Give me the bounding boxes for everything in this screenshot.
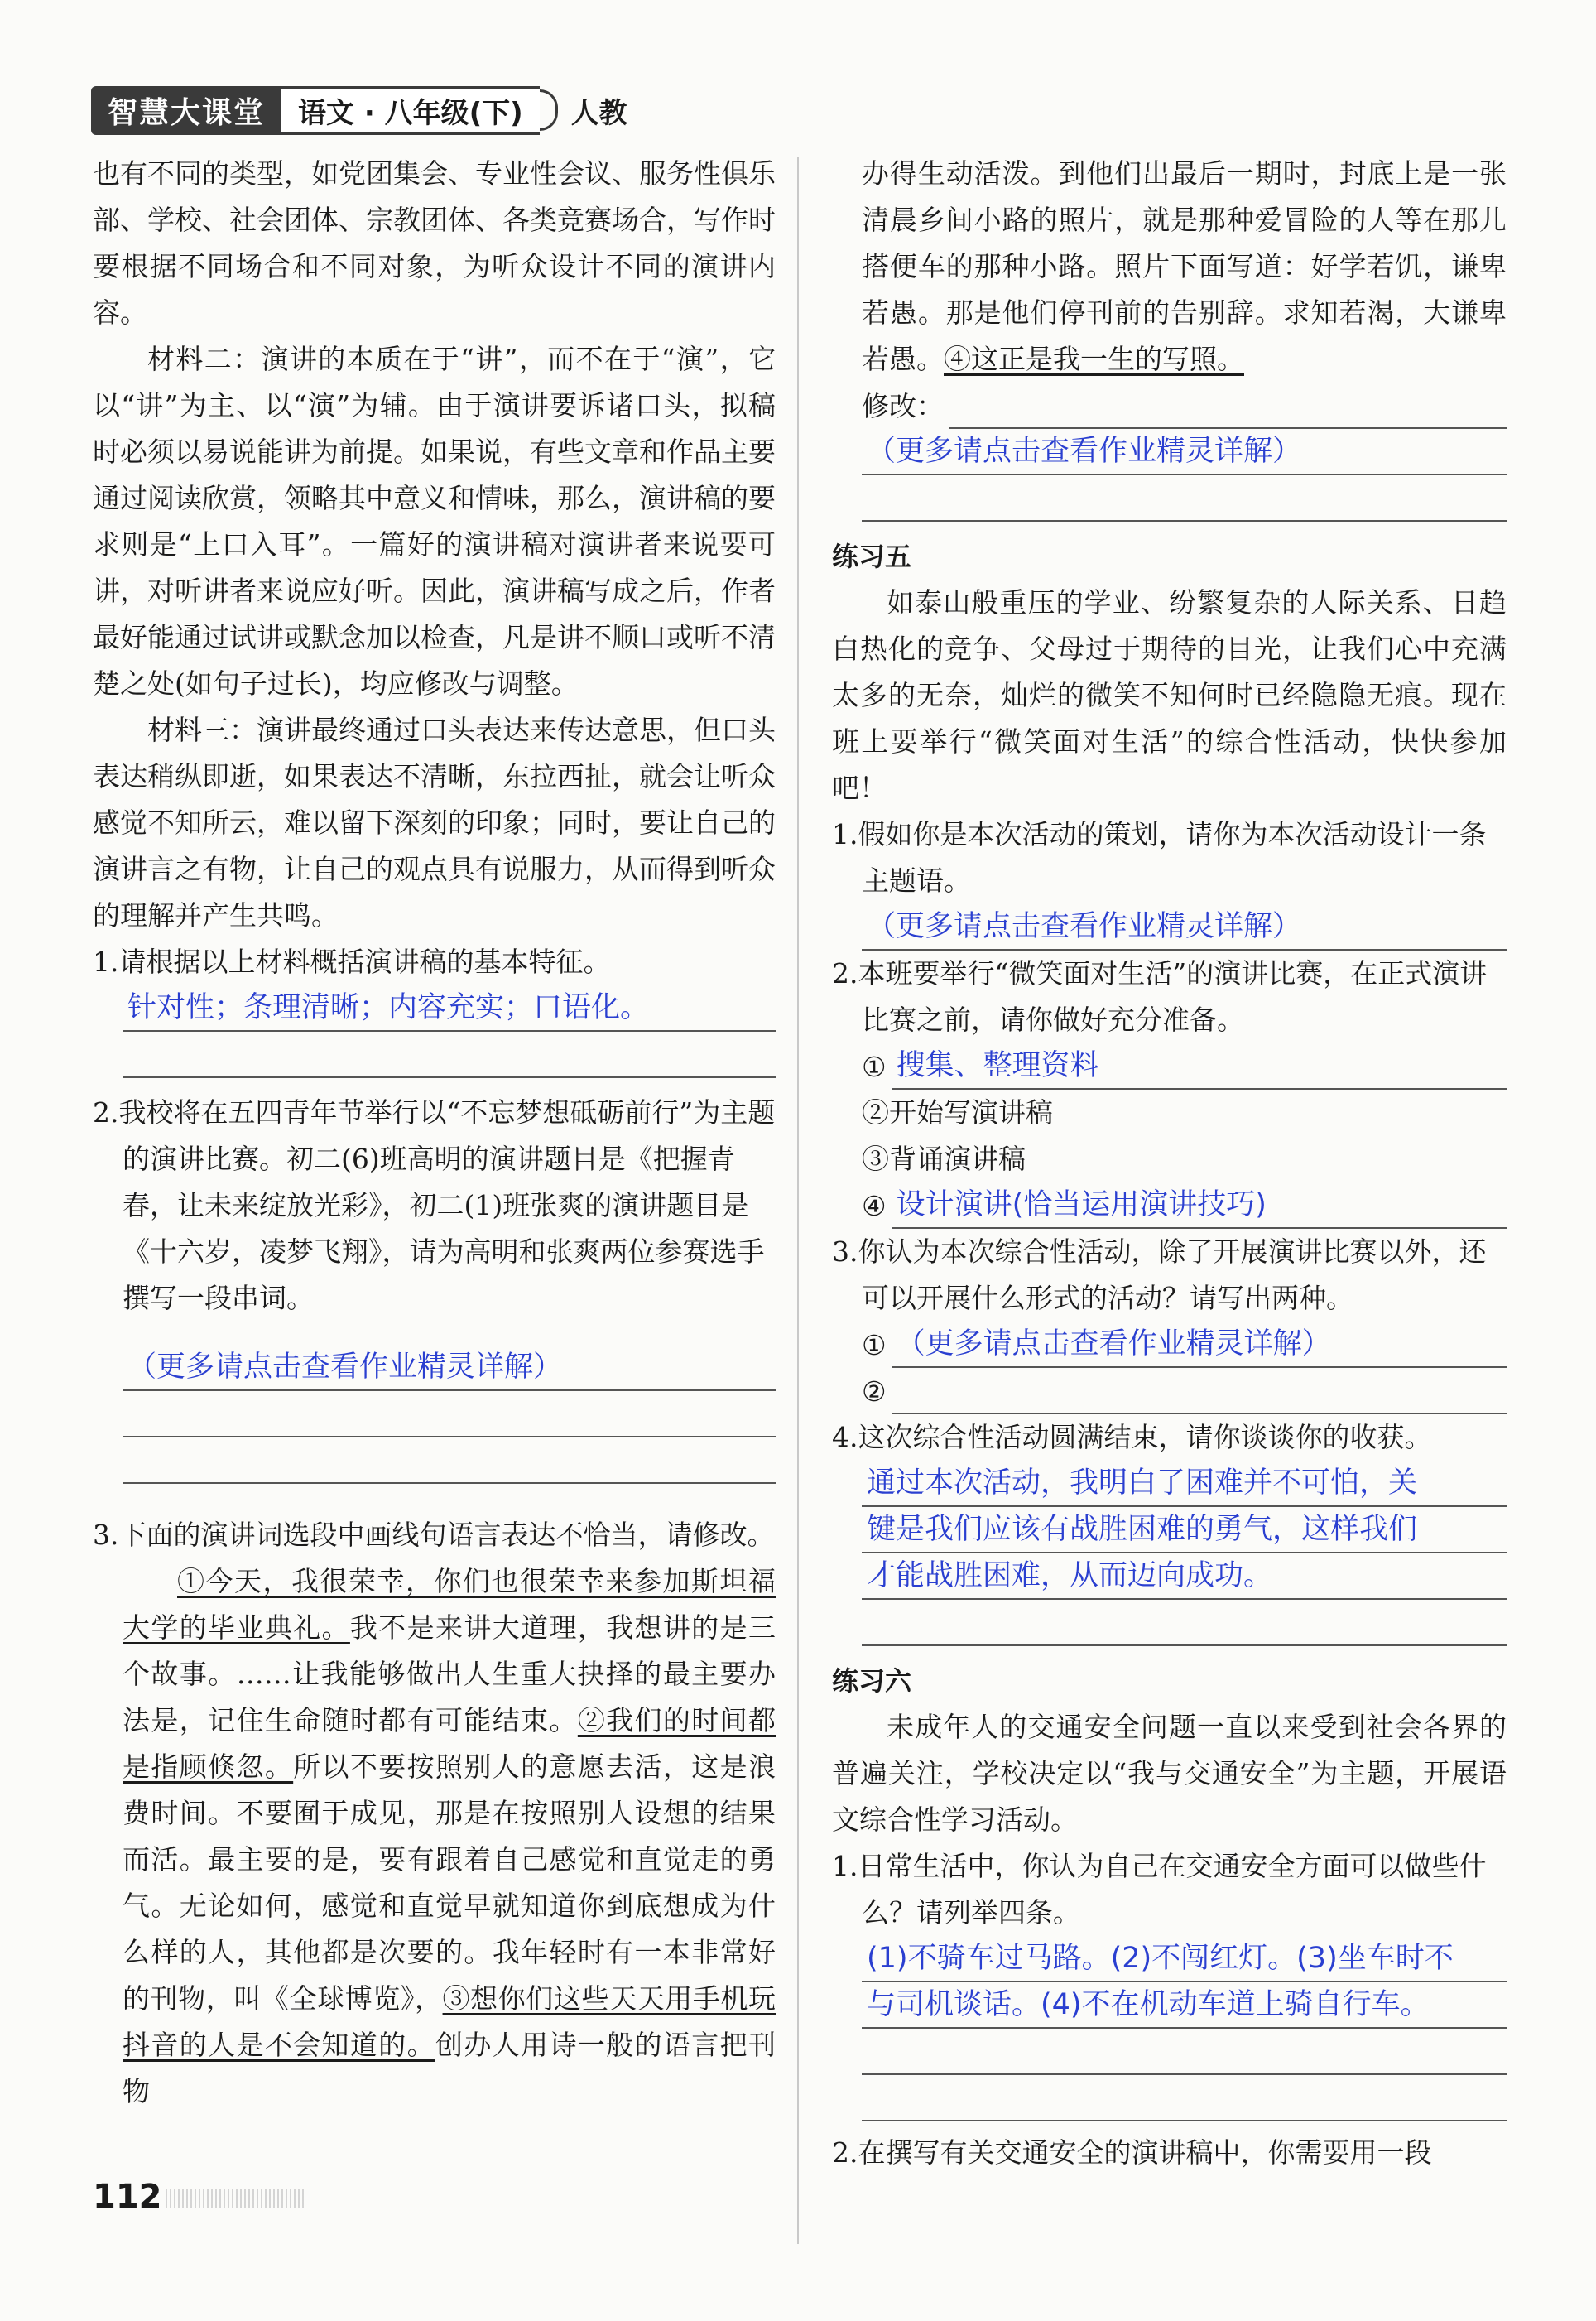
subject-label: 语文 · 八年级(下) xyxy=(281,86,540,135)
answer-line[interactable] xyxy=(862,2075,1507,2121)
e6-question-1: 1.日常生活中，你认为自己在交通安全方面可以做些什么？请列举四条。 xyxy=(832,1850,1487,1929)
e5q2-item xyxy=(862,1043,1507,1090)
item-text: ③背诵演讲稿 xyxy=(862,1143,1026,1175)
speech-continuation xyxy=(832,151,1507,383)
speech-text: 办得生动活泼。到他们出最后一期时，封底上是一张清晨乡间小路的照片，就是那种爱冒险的人等在那儿搭便车的那种小路。照片下面写道：好学若饥，谦卑若愚。那是他们停刊前的告别辞。求知若渴，大谦卑若愚。 xyxy=(862,157,1507,375)
e5q3-item xyxy=(862,1368,1507,1414)
underlined-sentence-1: ①今天，我很荣幸，你们也很荣幸来参加斯坦福大学的毕业典礼。 xyxy=(123,1565,776,1644)
speech-text: 我不是来讲大道理，我想讲的是三个故事。……让我能够做出人生重大抉择的最主要办法是，记住生命随时都有可能结束。 xyxy=(123,1611,776,1736)
speech-text: 所以不要按照别人的意愿去活，这是浪费时间。不要囿于成见，那是在按照别人设想的结果而活。最主要的是，要有跟着自己感觉和直觉走的勇气。无论如何，感觉和直觉早就知道你到底想成为什么样的人，其他都是次要的。我年轻时有一本非常好的刊物，叫《全球博览》， xyxy=(123,1750,776,2015)
e5q2-item xyxy=(862,1136,1507,1182)
underlined-sentence-4: ④这正是我一生的写照。 xyxy=(944,343,1244,375)
underlined-sentence-2: ②我们的时间都是指顾倏忽。 xyxy=(123,1704,776,1783)
page-number: 112 xyxy=(93,2178,162,2216)
answer-line[interactable] xyxy=(123,1437,776,1484)
page-number-decor xyxy=(166,2189,306,2208)
exercise-5-intro: 如泰山般重压的学业、纷繁复杂的人际关系、日趋白热化的竞争、父母过于期待的目光，让我们心中充满太多的无奈，灿烂的微笑不知何时已经隐隐无痕。现在班上要举行“微笑面对生活”的综合性活动，快快参加吧！ xyxy=(832,586,1507,804)
question-1: 1.请根据以上材料概括演讲稿的基本特征。 xyxy=(93,946,611,978)
e6-answer-1-line[interactable]: (1)不骑车过马路。(2)不闯红灯。(3)坐车时不 xyxy=(862,1936,1507,1982)
e5-question-1: 1.假如你是本次活动的策划，请你为本次活动设计一条主题语。 xyxy=(832,818,1487,897)
e5-answer-4-line[interactable]: 才能战胜困难，从而迈向成功。 xyxy=(862,1553,1507,1600)
answer-line[interactable] xyxy=(123,1032,776,1078)
e6-answer-1-line[interactable]: 与司机谈话。(4)不在机动车道上骑自行车。 xyxy=(862,1982,1507,2029)
e5q2-item xyxy=(862,1182,1507,1229)
e5q2-item xyxy=(862,1090,1507,1136)
header-bracket-decor xyxy=(540,89,558,131)
right-column xyxy=(832,151,1507,2176)
e5q3-item xyxy=(862,1322,1507,1368)
e5-question-4: 4.这次综合性活动圆满结束，请你谈谈你的收获。 xyxy=(832,1421,1432,1453)
e5-answer-4-line[interactable]: 键是我们应该有战胜困难的勇气，这样我们 xyxy=(862,1507,1507,1553)
item-text: ②开始写演讲稿 xyxy=(862,1096,1053,1129)
answer-1[interactable]: 针对性；条理清晰；内容充实；口语化。 xyxy=(123,985,776,1032)
exercise-6-intro: 未成年人的交通安全问题一直以来受到社会各界的普遍关注，学校决定以“我与交通安全”为主题，开展语文综合性学习活动。 xyxy=(832,1711,1507,1836)
modify-label: 修改： xyxy=(862,390,944,422)
item-number: ② xyxy=(862,1375,887,1408)
e5-question-2: 2.本班要举行“微笑面对生活”的演讲比赛，在正式演讲比赛之前，请你做好充分准备。 xyxy=(832,957,1488,1036)
column-divider xyxy=(797,157,799,2244)
modify-row xyxy=(862,383,1507,429)
modify-answer[interactable]: （更多请点击查看作业精灵详解） xyxy=(862,429,1507,475)
answer-line[interactable] xyxy=(123,1391,776,1437)
left-column xyxy=(93,151,776,2115)
answer-2[interactable]: （更多请点击查看作业精灵详解） xyxy=(123,1345,776,1391)
underlined-sentence-3: ③想你们这些天天用手机玩抖音的人是不会知道的。 xyxy=(123,1982,776,2061)
item-answer[interactable]: （更多请点击查看作业精灵详解） xyxy=(892,1322,1507,1368)
publisher-label: 人教 xyxy=(570,96,627,130)
series-brand: 智慧大课堂 xyxy=(91,86,281,135)
material-two: 材料二：演讲的本质在于“讲”，而不在于“演”，它以“讲”为主、以“演”为辅。由于演讲要诉诸口头，拟稿时必须以易说能讲为前提。如果说，有些文章和作品主要通过阅读欣赏，领略其中意义和情味，那么，演讲稿的要求则是“上口入耳”。一篇好的演讲稿对演讲者来说要可讲，对听讲者来说应好听。因此，演讲稿写成之后，作者最好能通过试讲或默念加以检查，凡是讲不顺口或听不清楚之处(如句子过长)，均应修改与调整。 xyxy=(93,343,776,700)
intro-paragraph: 也有不同的类型，如党团集会、专业性会议、服务性俱乐部、学校、社会团体、宗教团体、各类竞赛场合，写作时要根据不同场合和不同对象，为听众设计不同的演讲内容。 xyxy=(93,157,776,329)
item-answer[interactable] xyxy=(892,1368,1507,1414)
answer-line[interactable] xyxy=(862,1600,1507,1646)
item-number: ① xyxy=(862,1051,887,1083)
answer-line[interactable] xyxy=(949,383,1507,429)
page-header xyxy=(91,89,627,131)
answer-line[interactable] xyxy=(862,475,1507,522)
speech-text: 创办人用诗一般的语言把刊物 xyxy=(123,2029,776,2107)
e6-question-2: 2.在撰写有关交通安全的演讲稿中，你需要用一段 xyxy=(832,2136,1432,2169)
question-3: 3.下面的演讲词选段中画线句语言表达不恰当，请修改。 xyxy=(93,1519,775,1551)
question-2: 2.我校将在五四青年节举行以“不忘梦想砥砺前行”为主题的演讲比赛。初二(6)班高明的演讲题目是《把握青春，让未来绽放光彩》，初二(1)班张爽的演讲题目是《十六岁，凌梦飞翔》，请为高明和张爽两位参赛选手撰写一段串词。 xyxy=(93,1096,776,1314)
e5-answer-4-line[interactable]: 通过本次活动，我明白了困难并不可怕，关 xyxy=(862,1461,1507,1507)
e5-question-3: 3.你认为本次综合性活动，除了开展演讲比赛以外，还可以开展什么形式的活动？请写出两种。 xyxy=(832,1235,1487,1314)
item-number: ④ xyxy=(862,1190,887,1222)
item-answer[interactable]: 搜集、整理资料 xyxy=(892,1043,1507,1090)
exercise-5-title: 练习五 xyxy=(832,541,912,572)
answer-line[interactable] xyxy=(862,2029,1507,2075)
item-number: ① xyxy=(862,1329,887,1361)
speech-excerpt xyxy=(123,1558,776,2115)
e5-answer-1[interactable]: （更多请点击查看作业精灵详解） xyxy=(862,904,1507,951)
material-three: 材料三：演讲最终通过口头表达来传达意思，但口头表达稍纵即逝，如果表达不清晰，东拉西扯，就会让听众感觉不知所云，难以留下深刻的印象；同时，要让自己的演讲言之有物，让自己的观点具有说服力，从而得到听众的理解并产生共鸣。 xyxy=(93,714,776,932)
item-answer[interactable]: 设计演讲(恰当运用演讲技巧) xyxy=(892,1182,1507,1229)
exercise-6-title: 练习六 xyxy=(832,1665,912,1697)
